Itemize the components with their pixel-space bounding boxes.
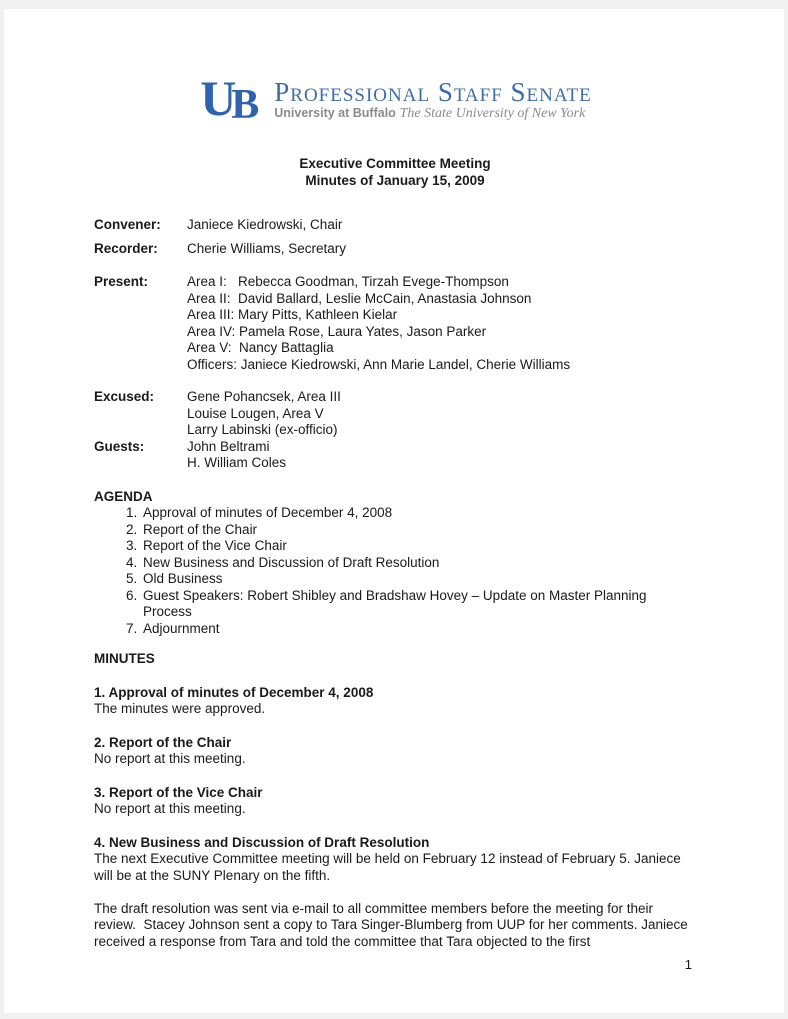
meta-value-line: John Beltrami [187,438,270,454]
meta-row [94,389,696,439]
ub-logo-text [274,69,591,123]
university-at-buffalo-label: University at Buffalo [274,106,396,120]
agenda-item: 5. Old Business [141,571,696,588]
document-title-line1: Executive Committee Meeting [299,156,491,171]
minutes-subsection-title: 3. Report of the Vice Chair [94,784,263,800]
meta-value-line: Area I: Rebecca Goodman, Tirzah Evege-Thompson [187,274,509,289]
meta-values [187,389,696,439]
agenda-item: 7. Adjournment [141,621,696,638]
document-title-line2: Minutes of January 15, 2009 [305,172,485,188]
document-page [4,9,784,1013]
meta-values [187,241,696,258]
minutes-subsection [94,785,696,818]
meta-row [94,439,696,472]
meta-values [187,217,696,234]
ub-logo [94,69,696,131]
agenda-item: 1. Approval of minutes of December 4, 2008 [141,505,696,522]
document-title [94,156,696,189]
meta-value-line: Area III: Mary Pitts, Kathleen Kielar [187,307,398,322]
minutes-subsection-title: 4. New Business and Discussion of Draft Resolution [94,834,430,850]
ub-logo-icon [198,69,274,127]
minutes-paragraph: No report at this meeting. [94,751,246,766]
meta-row [94,274,696,373]
suny-label: The State University of New York [399,106,586,121]
meta-row [94,241,696,258]
meta-value-line: Janiece Kiedrowski, Chair [187,217,343,232]
minutes-subsection-paragraphs [94,801,696,818]
minutes-subsection-title: 1. Approval of minutes of December 4, 2008 [94,684,374,700]
meta-label: Excused: [94,389,155,404]
agenda-item: 3. Report of the Vice Chair [141,538,696,555]
meta-value-line: Area II: David Ballard, Leslie McCain, Anastasia Johnson [187,290,532,306]
ub-logo-letter-b: B [231,82,260,128]
minutes-subsection-paragraphs [94,751,696,768]
meta-label: Convener: [94,217,161,232]
meta-label: Guests: [94,438,145,454]
meta-values [187,274,696,373]
meta-value-line: Louise Lougen, Area V [187,405,324,421]
minutes-section [94,651,696,950]
minutes-paragraph: The next Executive Committee meeting will be held on February 12 instead of February 5. Janiece will be at the SUNY Plenary on the fifth. [94,851,685,883]
meeting-meta [94,217,696,472]
ub-logo-letter-u: U [200,70,237,126]
meta-label: Recorder: [94,240,158,256]
meta-value-line: Officers: Janiece Kiedrowski, Ann Marie Landel, Cherie Williams [187,356,571,372]
minutes-subsection [94,835,696,951]
document-content [4,9,784,950]
minutes-subsection-paragraphs [94,701,696,718]
agenda-item: 6. Guest Speakers: Robert Shibley and Bradshaw Hovey – Update on Master Planning Process [141,588,696,621]
agenda-section [94,489,696,638]
minutes-heading: MINUTES [94,651,155,666]
page-number: 1 [684,957,692,972]
meta-values [187,439,696,472]
meta-value-line: Gene Pohancsek, Area III [187,389,341,404]
logo-subtitle [274,105,591,123]
agenda-list [94,505,696,637]
minutes-subsection-paragraphs [94,851,696,950]
minutes-body [94,685,696,951]
meta-row [94,217,696,234]
minutes-subsection [94,685,696,718]
meta-value-line: H. William Coles [187,455,287,470]
meta-value-line: Cherie Williams, Secretary [187,240,347,256]
agenda-item: 2. Report of the Chair [141,522,696,539]
meta-value-line: Area V: Nancy Battaglia [187,340,334,355]
meta-label: Present: [94,274,149,289]
meta-value-line: Area IV: Pamela Rose, Laura Yates, Jason Parker [187,323,487,339]
minutes-paragraph: The draft resolution was sent via e-mail to all committee members before the meeting for their review. Stacey Johnson sent a copy to Tara Singer-Blumberg from UUP for her comments. Janiece received a response from Tara and told the committee that Tara objected to the first [94,900,692,949]
minutes-subsection-title: 2. Report of the Chair [94,734,232,750]
minutes-paragraph: No report at this meeting. [94,801,246,816]
meta-value-line: Larry Labinski (ex-officio) [187,422,338,437]
minutes-paragraph: The minutes were approved. [94,701,266,716]
senate-title: Professional Staff Senate [274,77,592,107]
agenda-heading: AGENDA [94,488,153,504]
minutes-subsection [94,735,696,768]
agenda-item: 4. New Business and Discussion of Draft Resolution [141,555,696,572]
